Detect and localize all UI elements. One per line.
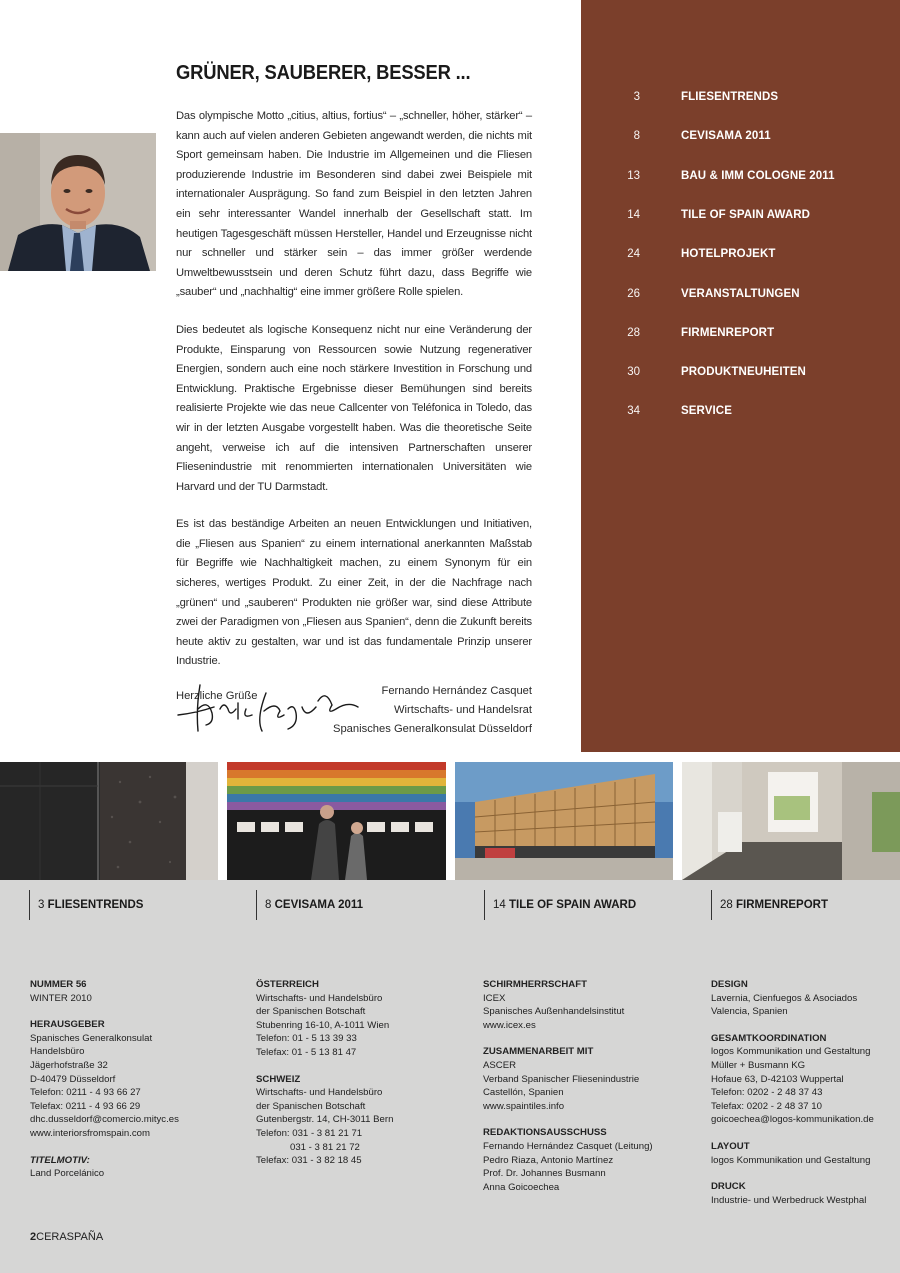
toc-entry[interactable] — [581, 288, 900, 308]
photo-cevisama — [227, 762, 446, 880]
impressum-line: Land Porcelánico — [30, 1168, 105, 1180]
impressum-line: goicoechea@logos-kommunikation.de — [711, 1114, 874, 1126]
toc-entry[interactable] — [581, 405, 900, 425]
toc-page-number: 8 — [633, 130, 640, 143]
toc-label: VERANSTALTUNGEN — [681, 287, 800, 300]
toc-label: SERVICE — [681, 405, 732, 418]
impressum-column-patronage — [483, 978, 693, 1194]
toc-label: HOTELPROJEKT — [681, 248, 776, 261]
editorial-title: GRÜNER, SAUBERER, BESSER ... — [176, 62, 471, 84]
spacer — [256, 1060, 466, 1073]
impressum-heading: REDAKTIONSAUSSCHUSS — [483, 1127, 607, 1139]
caption-number: 3 — [38, 899, 45, 911]
caption-number: 14 — [493, 899, 506, 911]
editorial-paragraph: Es ist das beständige Arbeiten an neuen Entwicklungen und Initiativen, die „Fliesen aus Spanien“ zu einem international anerkannten Maßstab für Begriffe wie Nachhaltigkeit machen, zu einem Synonym für ein sicheres, wertiges Produkt. Zu einer Zeit, in der die Nachfrage nach „grünen“ und „sauberen“ Produkten nie größer war, sind diese Attribute zwei der Paradigmen von „Fliesen aus Spanien“, denn die Zukunft bereits heute aktiv zu gestalten, war und ist das fundamentale Prinzip unserer Industrie. — [176, 518, 532, 668]
caption-number: 28 — [720, 899, 733, 911]
page-footer — [30, 1231, 103, 1243]
impressum-line: Wirtschafts- und Handelsbüro — [256, 992, 383, 1004]
impressum-heading: TITELMOTIV: — [30, 1154, 90, 1166]
impressum-heading: ZUSAMMENARBEIT MIT — [483, 1046, 594, 1058]
impressum-line: Jägerhofstraße 32 — [30, 1059, 108, 1071]
impressum-column-production — [711, 978, 900, 1207]
caption-label: FIRMENREPORT — [736, 899, 828, 911]
toc-label: PRODUKTNEUHEITEN — [681, 366, 806, 379]
impressum-line: Spanisches Außenhandelsinstitut — [483, 1006, 625, 1018]
impressum-line: der Spanischen Botschaft — [256, 1006, 366, 1018]
toc-entry[interactable] — [581, 130, 900, 150]
caption-firmenreport — [711, 890, 828, 920]
toc-page-number: 14 — [627, 208, 640, 221]
caption-number: 8 — [265, 899, 272, 911]
photo-fliesentrends — [0, 762, 218, 880]
spacer — [483, 1032, 693, 1045]
toc-page-number: 13 — [627, 169, 640, 182]
impressum-line: Anna Goicoechea — [483, 1181, 560, 1193]
impressum-line: www.spaintiles.info — [483, 1100, 565, 1112]
contents-panel — [581, 0, 900, 752]
impressum-heading: GESAMTKOORDINATION — [711, 1032, 827, 1044]
impressum-line: Verband Spanischer Fliesenindustrie — [483, 1073, 640, 1085]
impressum-line: Müller + Busmann KG — [711, 1059, 806, 1071]
impressum-line: ASCER — [483, 1059, 517, 1071]
toc-entry[interactable] — [581, 248, 900, 268]
impressum-line: logos Kommunikation und Gestaltung — [711, 1154, 871, 1166]
impressum-line: www.interiorsfromspain.com — [30, 1127, 150, 1139]
magazine-name: CERASPAÑA — [36, 1231, 104, 1243]
photo-firmenreport — [682, 762, 900, 880]
toc-page-number: 34 — [627, 405, 640, 418]
impressum-line: Telefon: 0211 - 4 93 66 27 — [30, 1087, 141, 1099]
spacer — [483, 1113, 693, 1126]
toc-page-number: 30 — [627, 366, 640, 379]
page-number: 2 — [30, 1231, 37, 1243]
signer-organisation: Spanisches Generalkonsulat Düsseldorf — [333, 723, 532, 735]
editorial-paragraph: Das olympische Motto „citius, altius, fortius“ – „schneller, höher, stärker“ – kann auch auf vielen anderen Gebieten angewandt werden, die nichts mit Sport gemeinsam haben. Die Industrie im Allgemeinen und die Fliesen produzierende Industrie im Besonderen sind dabei zwei Beispiele mit internationaler Ausprägung. So fand zum Beispiel in den letzten Jahren ein sehr interessanter Wandel innerhalb der Gesellschaft statt. Im heutigen Tagesgeschäft müssen Hersteller, Handel und Erzeugnisse nicht nur schneller und stärker sein – das immer größer werdende Umweltbewusstsein und deren Schutz führt dazu, dass Begriffe wie „sauber“ und „nachhaltig“ eine immer größere Rolle spielen. — [176, 110, 532, 299]
impressum-line: Stubenring 16-10, A-1011 Wien — [256, 1019, 390, 1031]
impressum-line: Telefax: 01 - 5 13 81 47 — [256, 1046, 357, 1058]
toc-label: FIRMENREPORT — [681, 326, 775, 339]
impressum-line: Telefon: 01 - 5 13 39 33 — [256, 1033, 357, 1045]
impressum-line: Fernando Hernández Casquet (Leitung) — [483, 1140, 653, 1152]
impressum-line: Lavernia, Cienfuegos & Asociados — [711, 992, 858, 1004]
spacer — [711, 1167, 900, 1180]
impressum-line: Wirtschafts- und Handelsbüro — [256, 1087, 383, 1099]
impressum-column-publisher — [30, 978, 240, 1181]
impressum-heading: NUMMER 56 — [30, 979, 87, 990]
impressum-line: D-40479 Düsseldorf — [30, 1073, 116, 1085]
impressum-heading: DRUCK — [711, 1181, 746, 1193]
impressum-line: Castellón, Spanien — [483, 1087, 564, 1099]
signer-title: Wirtschafts- und Handelsrat — [393, 704, 532, 716]
impressum-heading: DESIGN — [711, 979, 748, 990]
impressum-line: Telefax: 0211 - 4 93 66 29 — [30, 1100, 141, 1112]
spacer — [711, 1127, 900, 1140]
spacer — [30, 1141, 240, 1154]
impressum-line: www.icex.es — [483, 1019, 536, 1031]
impressum-line: Prof. Dr. Johannes Busmann — [483, 1168, 606, 1180]
impressum-line: Hofaue 63, D-42103 Wuppertal — [711, 1073, 844, 1085]
impressum-line: WINTER 2010 — [30, 992, 92, 1004]
toc-entry[interactable] — [581, 170, 900, 190]
toc-label: FLIESENTRENDS — [681, 91, 779, 103]
toc-page-number: 26 — [627, 287, 640, 300]
editorial-column — [176, 62, 532, 702]
caption-label: CEVISAMA 2011 — [274, 899, 364, 911]
spacer — [30, 1005, 240, 1018]
caption-cevisama — [256, 890, 363, 920]
editorial-greeting: Herzliche Grüße — [176, 690, 258, 703]
toc-page-number: 28 — [627, 326, 640, 339]
impressum-line: Telefax: 031 - 3 82 18 45 — [256, 1155, 362, 1167]
toc-entry[interactable] — [581, 366, 900, 386]
editorial-paragraph: Dies bedeutet als logische Konsequenz nicht nur eine Veränderung der Produkte, Einsparung von Ressourcen sowie Nutzung regenerativer Energien, sondern auch eine noch stärkere Investition in Forschung und Entwicklung. Praktische Ergebnisse dieser Bemühungen sind bereits realisierte Projekte wie das neue Callcenter von Teléfonica in Toledo, das wir in der letzten Ausgabe vorgestellt haben. Was die theoretische Seite angeht, verweise ich auf die intensiven Partnerschaften unserer Fliesenindustrie mit renommierten internationalen Universitäten wie Harvard und der TU Darmstadt. — [176, 323, 532, 493]
impressum-line: dhc.dusseldorf@comercio.mityc.es — [30, 1114, 179, 1126]
impressum-line: Industrie- und Werbedruck Westphal — [711, 1194, 867, 1206]
caption-label: TILE OF SPAIN AWARD — [509, 899, 637, 911]
toc-label: CEVISAMA 2011 — [681, 130, 771, 143]
spacer — [711, 1019, 900, 1032]
impressum-line: Handelsbüro — [30, 1046, 85, 1058]
photo-tile-of-spain-award — [455, 762, 673, 880]
caption-fliesentrends — [29, 890, 143, 920]
toc-label: TILE OF SPAIN AWARD — [681, 208, 811, 221]
toc-entry[interactable] — [581, 327, 900, 347]
impressum-line: ICEX — [483, 992, 506, 1004]
impressum-line: Valencia, Spanien — [711, 1006, 788, 1018]
impressum-line: Telefon: 031 - 3 81 21 71 — [256, 1127, 363, 1139]
toc-entry[interactable] — [581, 91, 900, 111]
impressum-line: der Spanischen Botschaft — [256, 1100, 366, 1112]
impressum-column-offices — [256, 978, 466, 1168]
caption-label: FLIESENTRENDS — [47, 899, 144, 911]
author-portrait — [0, 133, 156, 271]
impressum-line: Gutenbergstr. 14, CH-3011 Bern — [256, 1114, 394, 1126]
signature-block — [176, 679, 532, 739]
impressum-line: Spanisches Generalkonsulat — [30, 1032, 153, 1044]
impressum-heading: ÖSTERREICH — [256, 979, 319, 990]
toc-page-number: 24 — [627, 248, 640, 261]
impressum-line: Telefon: 0202 - 2 48 37 43 — [711, 1087, 823, 1099]
toc-label: BAU & IMM COLOGNE 2011 — [681, 169, 835, 182]
impressum-line: Telefax: 0202 - 2 48 37 10 — [711, 1100, 822, 1112]
signer-name: Fernando Hernández Casquet — [381, 685, 532, 697]
impressum-line: 031 - 3 81 21 72 — [290, 1141, 360, 1153]
toc-entry[interactable] — [581, 209, 900, 229]
impressum-line: logos Kommunikation und Gestaltung — [711, 1046, 871, 1058]
caption-tile-of-spain-award — [484, 890, 636, 920]
impressum-heading: LAYOUT — [711, 1140, 750, 1152]
toc-page-number: 3 — [633, 91, 640, 103]
impressum-heading: SCHIRMHERRSCHAFT — [483, 979, 587, 990]
impressum-line: Pedro Riaza, Antonio Martínez — [483, 1154, 614, 1166]
impressum-heading: HERAUSGEBER — [30, 1019, 105, 1031]
impressum-heading: SCHWEIZ — [256, 1073, 301, 1085]
signer-details — [333, 682, 532, 739]
